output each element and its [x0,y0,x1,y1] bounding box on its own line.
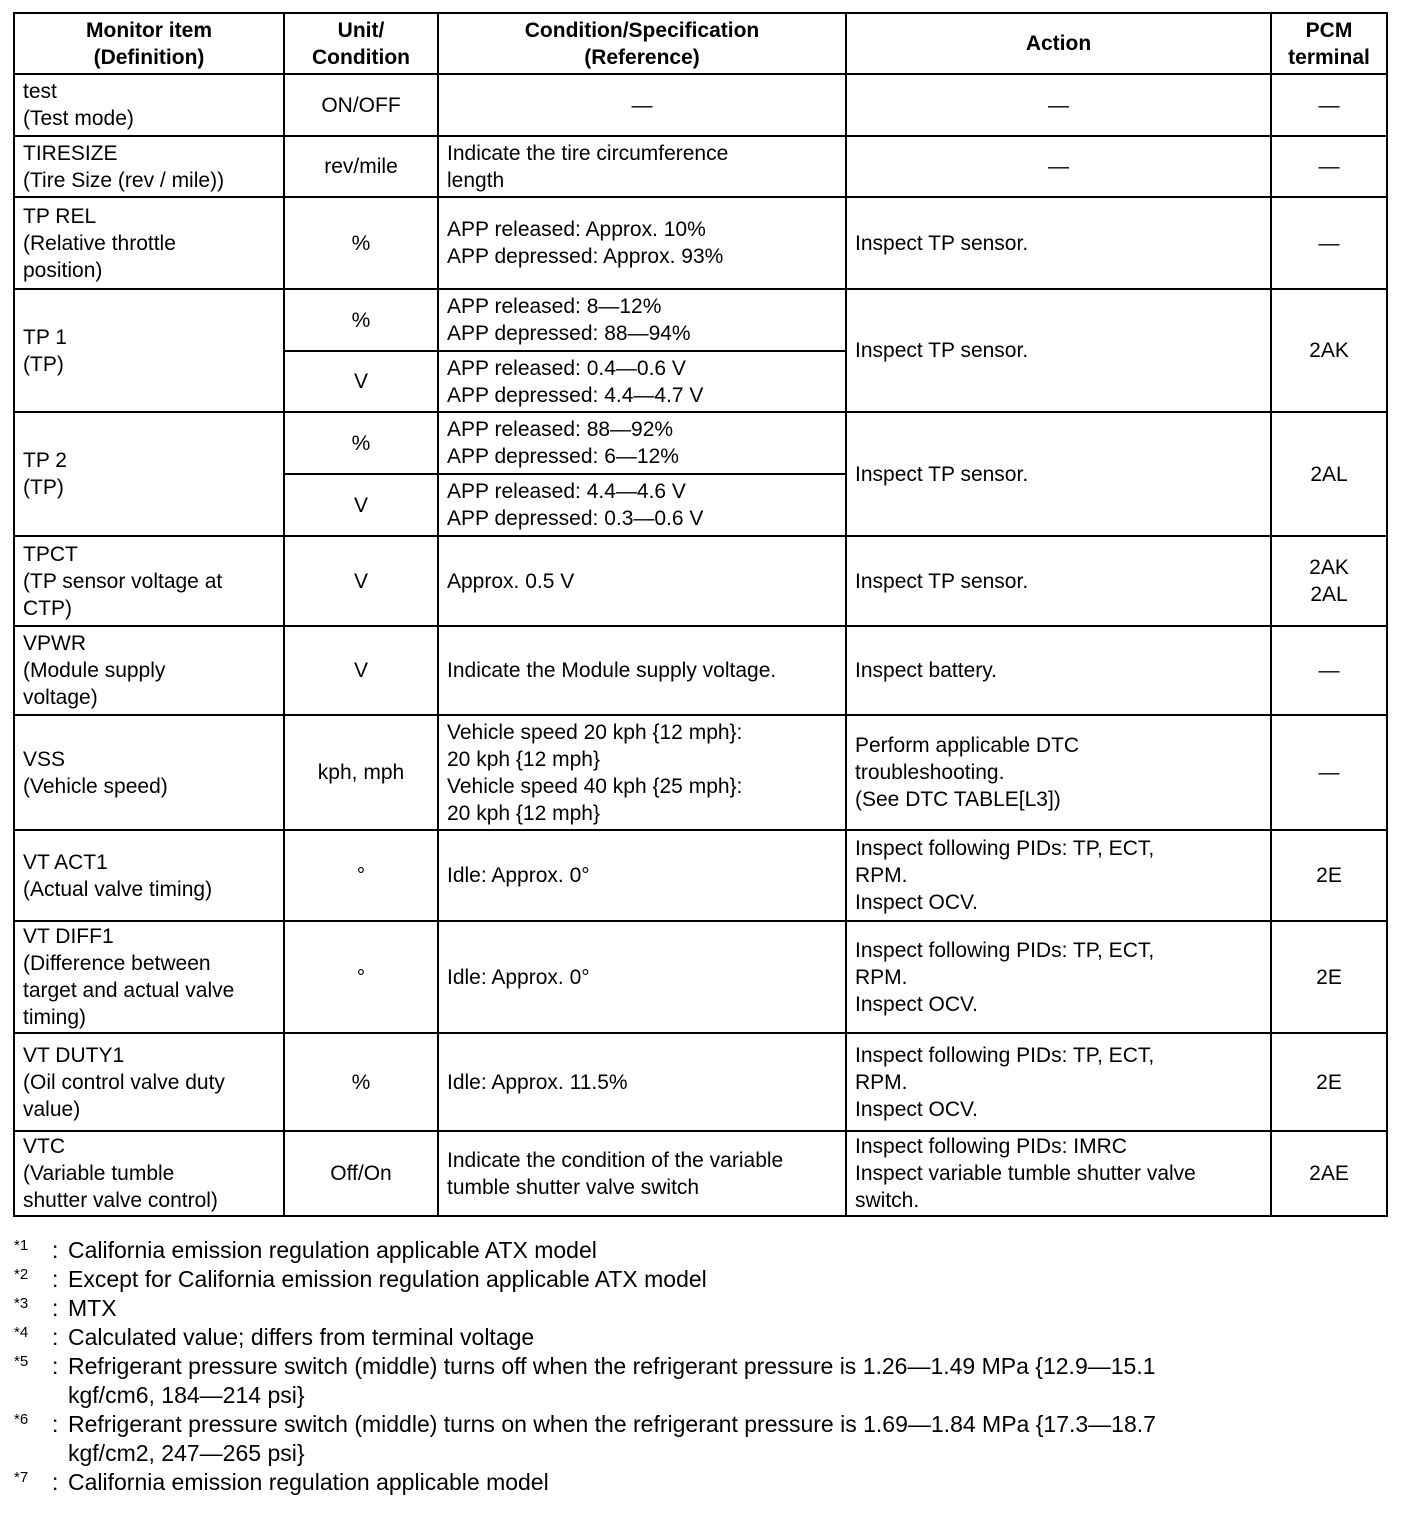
cell-action: Inspect TP sensor. [846,197,1271,289]
header-pcm: PCM terminal [1271,13,1387,74]
cell-spec: APP released: Approx. 10% APP depressed: Approx. 93% [438,197,846,289]
footnote: *3 : MTX [14,1295,117,1321]
cell-action: Perform applicable DTC troubleshooting. (See DTC TABLE[L3]) [846,715,1271,830]
footnote: *4 : Calculated value; differs from terminal voltage [14,1324,535,1350]
cell-pcm: 2AK 2AL [1271,536,1387,626]
footnote-text: California emission regulation applicable ATX model [68,1237,597,1263]
cell-spec: — [438,74,846,136]
cell-action: — [846,136,1271,197]
cell-unit: % [284,412,438,474]
cell-item: VTC (Variable tumble shutter valve control) [14,1131,284,1216]
cell-item: TP 1 (TP) [14,289,284,412]
footnote-text: California emission regulation applicable model [68,1469,549,1495]
cell-action: — [846,74,1271,136]
footnote: *1 : California emission regulation applicable ATX model [14,1237,597,1263]
cell-spec: APP released: 88—92% APP depressed: 6—12% [438,412,846,474]
table-row [14,536,1387,626]
header-unit: Unit/ Condition [284,13,438,74]
cell-spec: Vehicle speed 20 kph {12 mph}: 20 kph {12 mph} Vehicle speed 40 kph {25 mph}: 20 kph {12 mph} [438,715,846,830]
cell-action: Inspect TP sensor. [846,536,1271,626]
cell-unit: rev/mile [284,136,438,197]
cell-item: TP REL (Relative throttle position) [14,197,284,289]
table-row [14,1033,1387,1131]
table-row [14,626,1387,715]
footnote-text: Calculated value; differs from terminal voltage [68,1324,535,1350]
table-row [14,830,1387,921]
footnote-mark: *1 [14,1237,29,1254]
cell-spec: Idle: Approx. 0° [438,830,846,921]
cell-pcm: 2AK [1271,289,1387,412]
cell-item: VT ACT1 (Actual valve timing) [14,830,284,921]
footnote-text: Refrigerant pressure switch (middle) turns off when the refrigerant pressure is 1.26—1.49 MPa {12.9—15.1 kgf/cm6, 184—214 psi} [68,1353,1156,1408]
cell-action: Inspect following PIDs: TP, ECT, RPM. Inspect OCV. [846,830,1271,921]
cell-action: Inspect following PIDs: IMRC Inspect variable tumble shutter valve switch. [846,1131,1271,1216]
cell-item: test (Test mode) [14,74,284,136]
footnote-mark: *4 [14,1324,29,1341]
header-spec: Condition/Specification (Reference) [438,13,846,74]
cell-unit: V [284,536,438,626]
cell-spec: Idle: Approx. 0° [438,921,846,1033]
footnote-mark: *6 [14,1411,29,1428]
cell-item: VT DIFF1 (Difference between target and actual valve timing) [14,921,284,1033]
cell-unit: V [284,351,438,412]
table-row [14,197,1387,289]
table-row [14,921,1387,1033]
cell-pcm: — [1271,197,1387,289]
footnotes [14,1236,1156,1497]
cell-item: TP 2 (TP) [14,412,284,536]
cell-pcm: — [1271,626,1387,715]
cell-item: TPCT (TP sensor voltage at CTP) [14,536,284,626]
table-row [14,412,1387,474]
cell-pcm: — [1271,136,1387,197]
cell-unit: Off/On [284,1131,438,1216]
cell-unit: % [284,1033,438,1131]
cell-action: Inspect TP sensor. [846,289,1271,412]
cell-action: Inspect following PIDs: TP, ECT, RPM. Inspect OCV. [846,921,1271,1033]
cell-item: VT DUTY1 (Oil control valve duty value) [14,1033,284,1131]
footnote: *6 : Refrigerant pressure switch (middle) turns on when the refrigerant pressure is 1.69—1.84 MPa {17.3—18.7 kgf/cm2, 247—265 psi} [14,1411,1156,1466]
monitor-item-table [13,12,1388,1217]
footnote-text: Except for California emission regulation applicable ATX model [68,1266,707,1292]
footnote-mark: *5 [14,1353,29,1370]
header-monitor-item: Monitor item (Definition) [14,13,284,74]
cell-spec: APP released: 8—12% APP depressed: 88—94% [438,289,846,351]
cell-action: Inspect battery. [846,626,1271,715]
cell-unit: ON/OFF [284,74,438,136]
cell-pcm: 2E [1271,830,1387,921]
footnote-text: MTX [68,1295,117,1321]
footnote-mark: *3 [14,1295,29,1312]
cell-action: Inspect following PIDs: TP, ECT, RPM. Inspect OCV. [846,1033,1271,1131]
header-action: Action [846,13,1271,74]
table-row [14,715,1387,830]
cell-item: VPWR (Module supply voltage) [14,626,284,715]
cell-unit: V [284,474,438,536]
cell-spec: Indicate the tire circumference length [438,136,846,197]
cell-unit: % [284,197,438,289]
footnote-text: Refrigerant pressure switch (middle) turns on when the refrigerant pressure is 1.69—1.84 MPa {17.3—18.7 kgf/cm2, 247—265 psi} [68,1411,1156,1466]
cell-pcm: — [1271,715,1387,830]
table-row [14,136,1387,197]
header-row [14,13,1387,74]
cell-spec: APP released: 0.4—0.6 V APP depressed: 4.4—4.7 V [438,351,846,412]
table-row [14,1131,1387,1216]
footnote: *5 : Refrigerant pressure switch (middle) turns off when the refrigerant pressure is 1.26—1.49 MPa {12.9—15.1 kgf/cm6, 184—214 psi} [14,1353,1156,1408]
cell-spec: Approx. 0.5 V [438,536,846,626]
cell-unit: ° [284,921,438,1033]
table-row [14,74,1387,136]
cell-unit: ° [284,830,438,921]
cell-unit: V [284,626,438,715]
footnote-mark: *2 [14,1266,29,1283]
cell-pcm: 2AE [1271,1131,1387,1216]
cell-pcm: 2E [1271,921,1387,1033]
cell-pcm: 2E [1271,1033,1387,1131]
cell-spec: Indicate the Module supply voltage. [438,626,846,715]
footnote-mark: *7 [14,1469,29,1486]
table-row [14,289,1387,351]
cell-item: TIRESIZE (Tire Size (rev / mile)) [14,136,284,197]
cell-unit: kph, mph [284,715,438,830]
cell-spec: Indicate the condition of the variable tumble shutter valve switch [438,1131,846,1216]
cell-spec: APP released: 4.4—4.6 V APP depressed: 0.3—0.6 V [438,474,846,536]
cell-pcm: — [1271,74,1387,136]
cell-item: VSS (Vehicle speed) [14,715,284,830]
cell-pcm: 2AL [1271,412,1387,536]
cell-action: Inspect TP sensor. [846,412,1271,536]
footnote: *2 : Except for California emission regulation applicable ATX model [14,1266,707,1292]
footnote: *7 : California emission regulation applicable model [14,1469,549,1495]
cell-unit: % [284,289,438,351]
cell-spec: Idle: Approx. 11.5% [438,1033,846,1131]
